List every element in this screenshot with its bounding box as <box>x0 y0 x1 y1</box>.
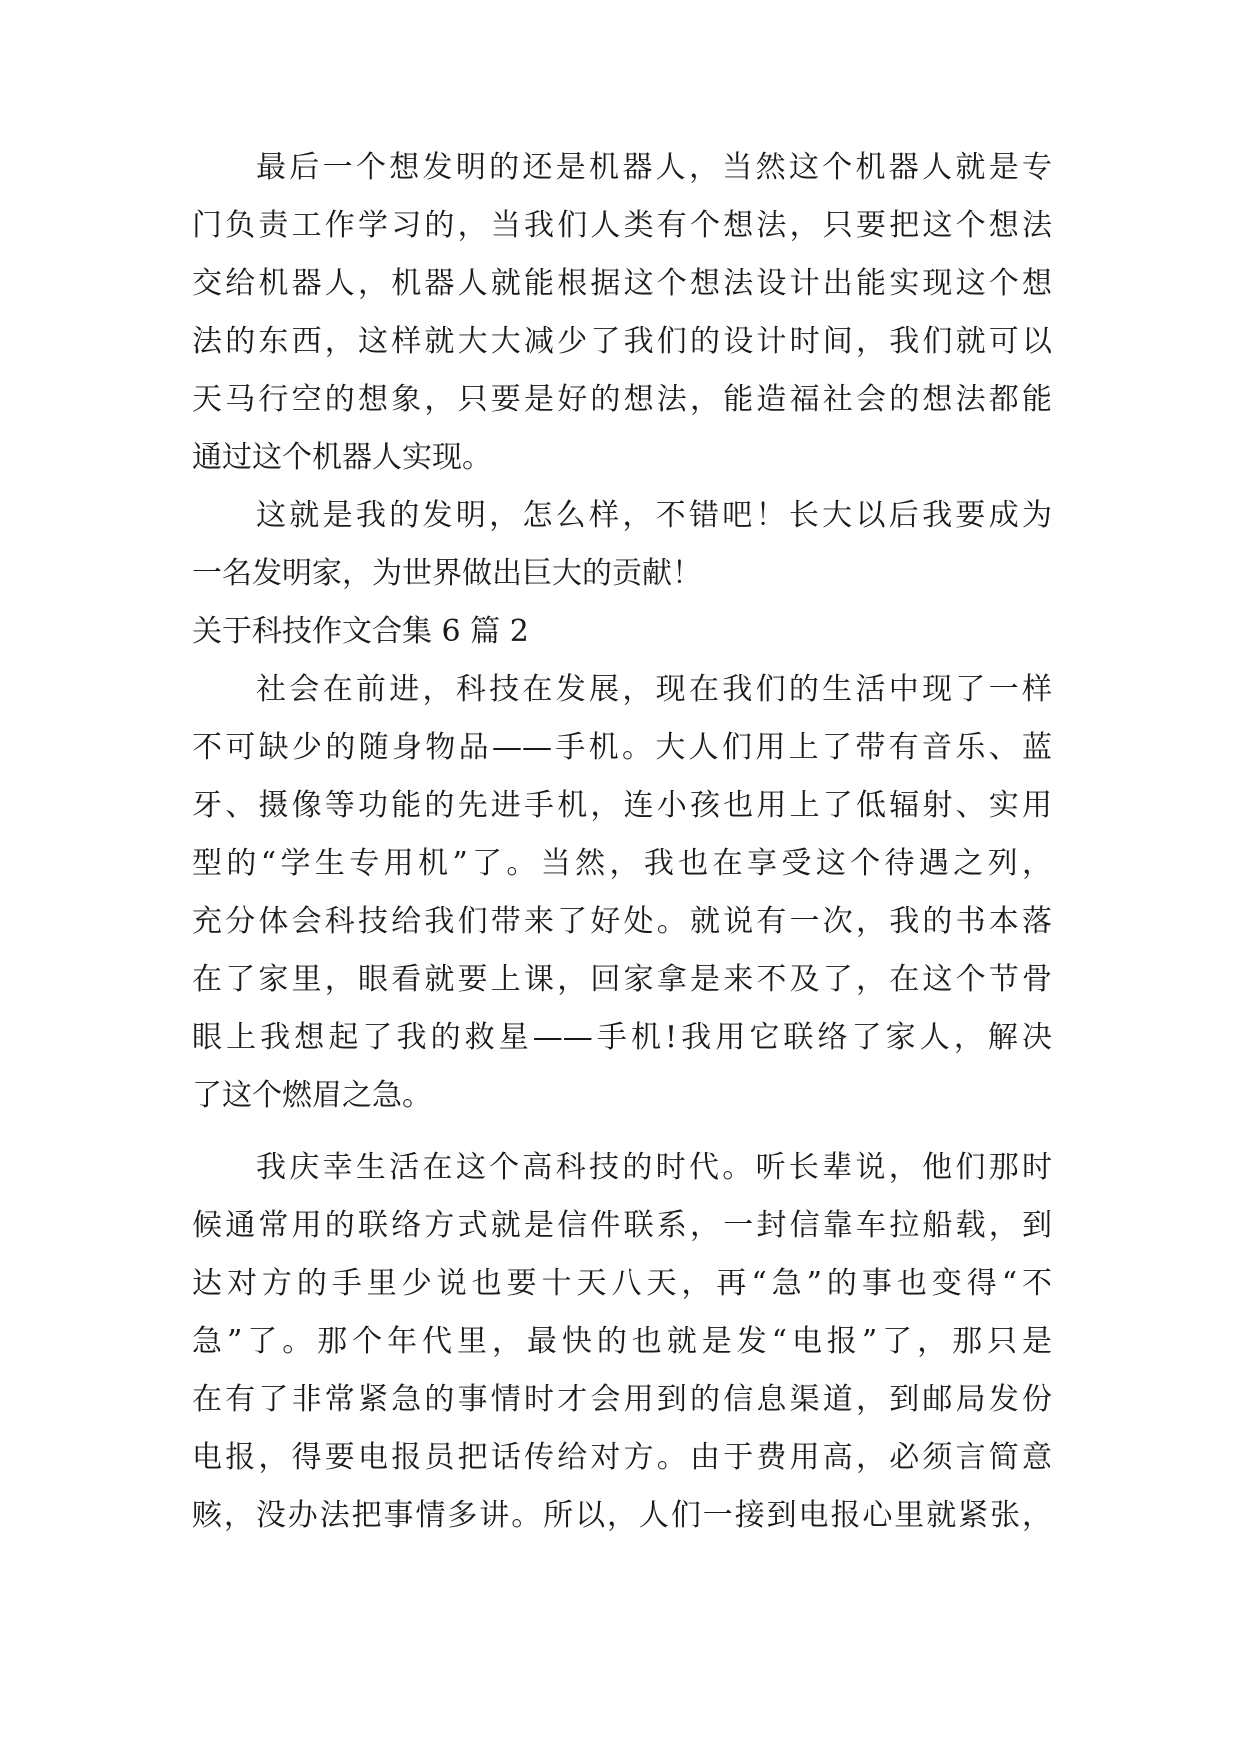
text-line: 候通常用的联络方式就是信件联系，一封信靠车拉船载，到 <box>192 1208 1052 1243</box>
text-line: 法的东西，这样就大大减少了我们的设计时间，我们就可以 <box>192 324 1052 359</box>
text-line: 牙、摄像等功能的先进手机，连小孩也用上了低辐射、实用 <box>192 788 1052 823</box>
text-line: 急”了。那个年代里，最快的也就是发“电报”了，那只是 <box>192 1324 1052 1359</box>
text-line: 赅，没办法把事情多讲。所以，人们一接到电报心里就紧张， <box>192 1498 1052 1533</box>
text-line: 充分体会科技给我们带来了好处。就说有一次，我的书本落 <box>192 904 1052 939</box>
text-line: 不可缺少的随身物品——手机。大人们用上了带有音乐、蓝 <box>192 730 1052 765</box>
text-line: 门负责工作学习的，当我们人类有个想法，只要把这个想法 <box>192 208 1052 243</box>
text-line: 型的“学生专用机”了。当然，我也在享受这个待遇之列， <box>192 846 1052 881</box>
text-line: 一名发明家，为世界做出巨大的贡献！ <box>192 556 702 591</box>
text-line: 这就是我的发明，怎么样，不错吧！长大以后我要成为 <box>256 498 1052 533</box>
text-line: 我庆幸生活在这个高科技的时代。听长辈说，他们那时 <box>256 1150 1052 1185</box>
text-line: 了这个燃眉之急。 <box>192 1078 432 1113</box>
text-line: 最后一个想发明的还是机器人，当然这个机器人就是专 <box>256 150 1052 185</box>
text-line: 在有了非常紧急的事情时才会用到的信息渠道，到邮局发份 <box>192 1382 1052 1417</box>
text-line: 社会在前进，科技在发展，现在我们的生活中现了一样 <box>256 672 1052 707</box>
text-line: 电报，得要电报员把话传给对方。由于费用高，必须言简意 <box>192 1440 1052 1475</box>
text-line: 达对方的手里少说也要十天八天，再“急”的事也变得“不 <box>192 1266 1052 1301</box>
section-heading: 关于科技作文合集 6 篇 2 <box>192 614 529 649</box>
text-line: 交给机器人，机器人就能根据这个想法设计出能实现这个想 <box>192 266 1052 301</box>
text-line: 眼上我想起了我的救星——手机!我用它联络了家人，解决 <box>192 1020 1052 1055</box>
text-line: 在了家里，眼看就要上课，回家拿是来不及了，在这个节骨 <box>192 962 1052 997</box>
text-line: 通过这个机器人实现。 <box>192 440 492 475</box>
text-line: 天马行空的想象，只要是好的想法，能造福社会的想法都能 <box>192 382 1052 417</box>
